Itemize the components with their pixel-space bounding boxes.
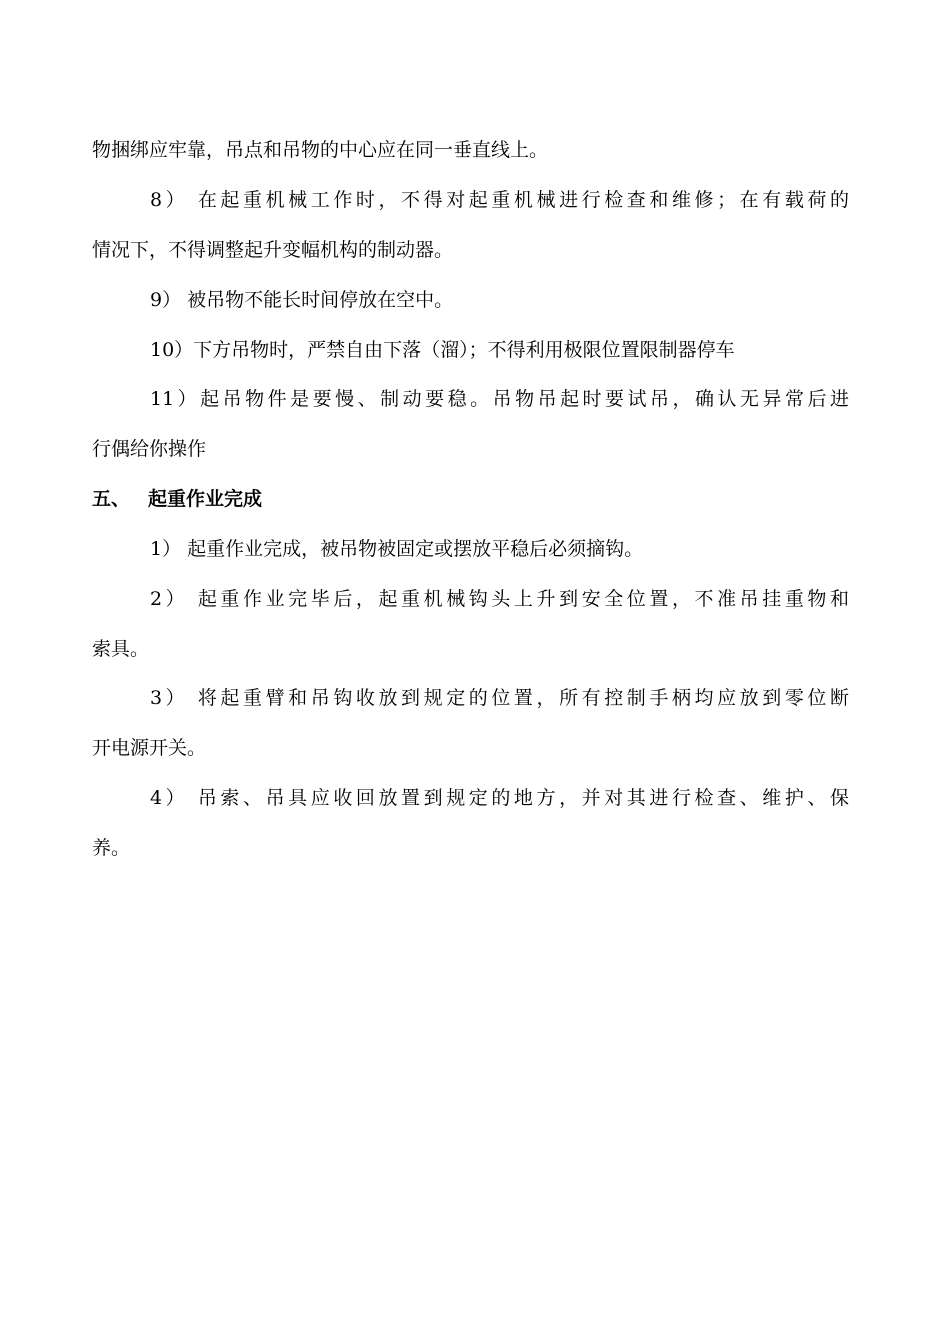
continuation-line: 物捆绑应牢靠，吊点和吊物的中心应在同一垂直线上。 <box>92 139 549 161</box>
item-11-line-1: 11）起吊物件是要慢、制动要稳。吊物吊起时要试吊，确认无异常后进 <box>150 388 849 410</box>
item-2-line-2: 索具。 <box>92 638 150 660</box>
item-8-line-2: 情况下，不得调整起升变幅机构的制动器。 <box>92 239 454 261</box>
item-9-line-1: 9） 被吊物不能长时间停放在空中。 <box>150 289 454 311</box>
item-4-line-1: 4） 吊索、吊具应收回放置到规定的地方，并对其进行检查、维护、保 <box>150 787 849 809</box>
item-10-line-1: 10）下方吊物时，严禁自由下落（溜）；不得利用极限位置限制器停车 <box>150 339 735 361</box>
item-8-line-1: 8） 在起重机械工作时，不得对起重机械进行检查和维修；在有载荷的 <box>150 189 849 211</box>
item-3-line-1: 3） 将起重臂和吊钩收放到规定的位置，所有控制手柄均应放到零位断 <box>150 687 849 709</box>
item-1-line-1: 1） 起重作业完成，被吊物被固定或摆放平稳后必须摘钩。 <box>150 538 644 560</box>
item-2-line-1: 2） 起重作业完毕后，起重机械钩头上升到安全位置，不准吊挂重物和 <box>150 588 849 610</box>
item-11-line-2: 行偶给你操作 <box>92 438 207 460</box>
section-5-title: 起重作业完成 <box>148 488 263 510</box>
item-4-line-2: 养。 <box>92 837 131 859</box>
item-3-line-2: 开电源开关。 <box>92 737 207 759</box>
section-5-number: 五、 <box>92 488 131 510</box>
section-5-heading <box>92 487 262 511</box>
